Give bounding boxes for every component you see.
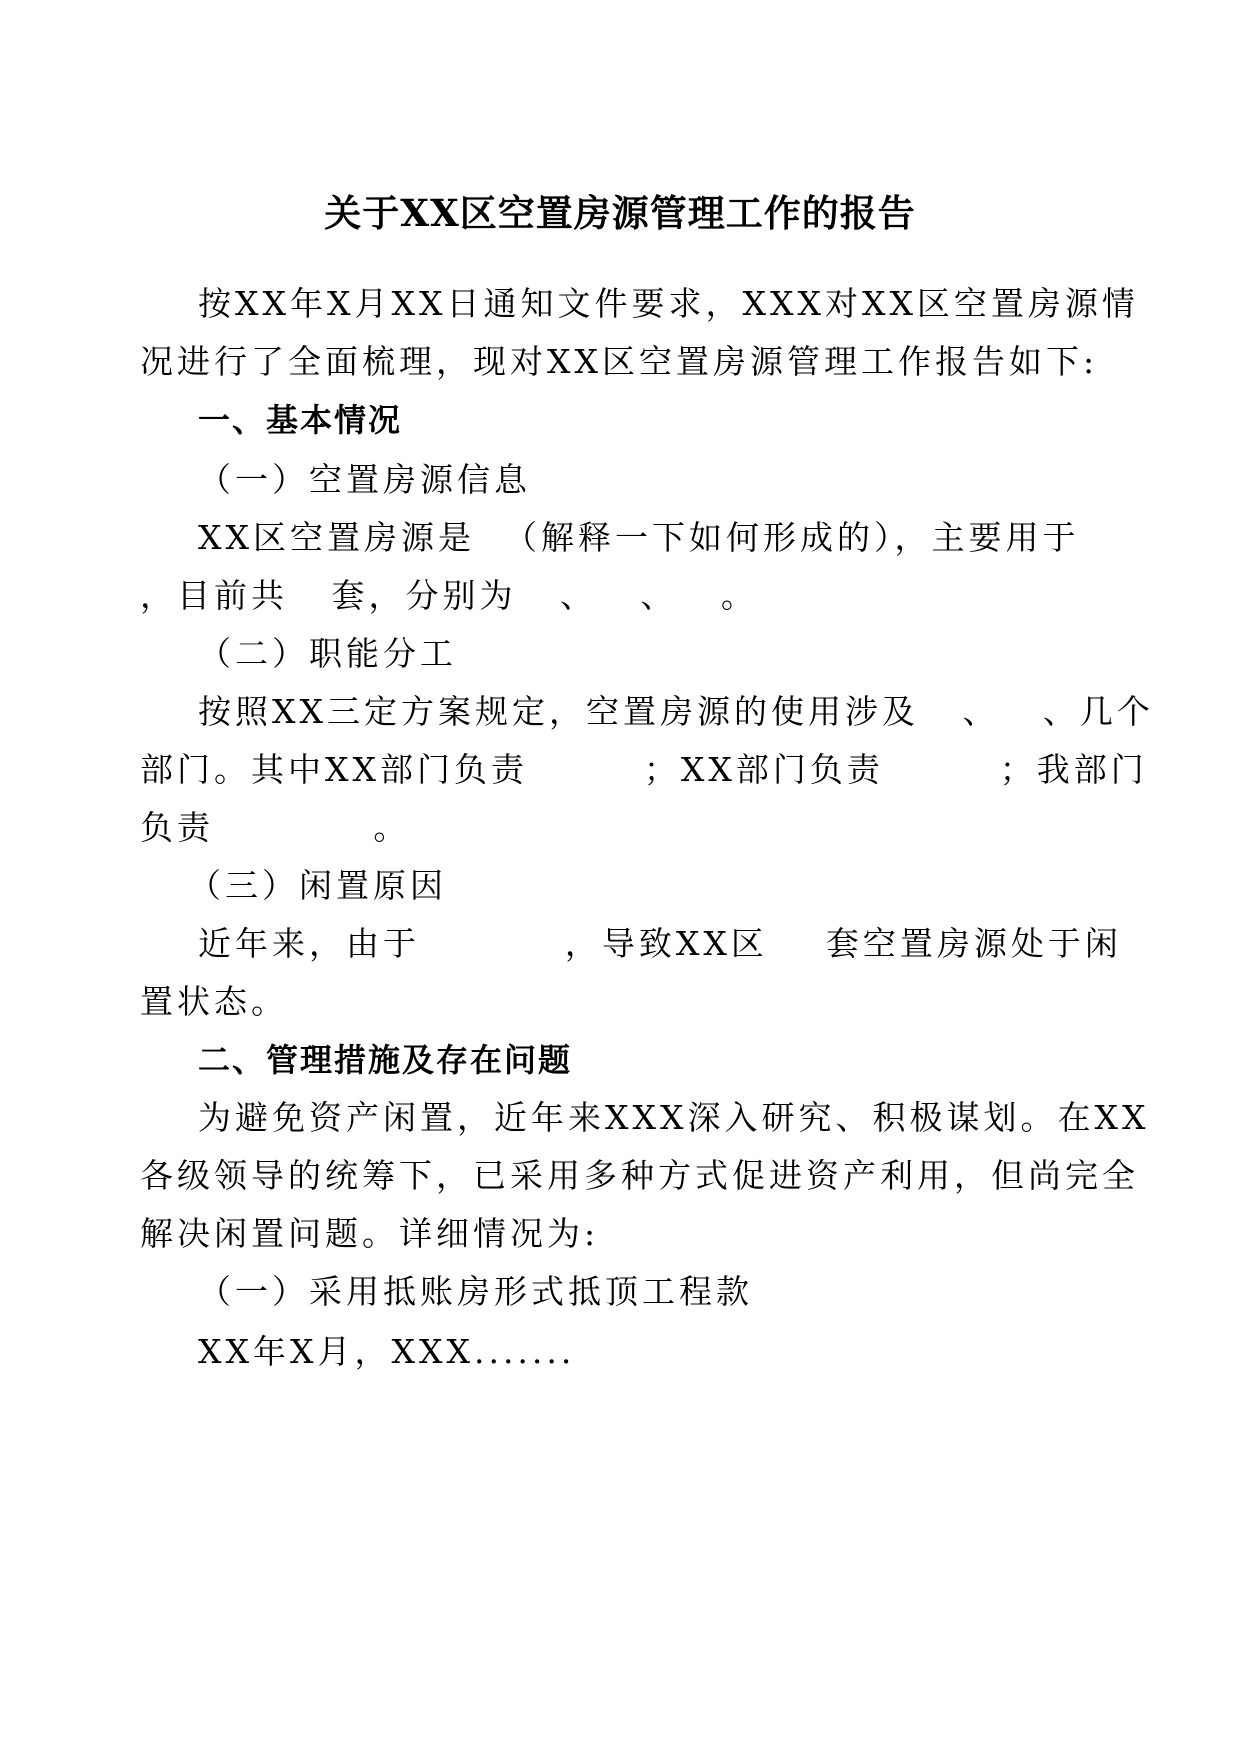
- section-2-heading: 二、管理措施及存在问题: [198, 1041, 573, 1079]
- section-1-sub-2-heading: （二）职能分工: [198, 634, 457, 673]
- section-2-sub-1-heading: （一）采用抵账房形式抵顶工程款: [198, 1272, 753, 1311]
- section-1-sub-1-line-2: ，目前共 套，分别为 、 、 。: [140, 576, 758, 615]
- section-1-sub-1-line-1: XX区空置房源是 （解释一下如何形成的），主要用于: [198, 518, 1080, 557]
- section-1-sub-2-line-1: 按照XX三定方案规定，空置房源的使用涉及 、 、几个: [198, 692, 1154, 731]
- section-1-heading: 一、基本情况: [198, 401, 403, 439]
- section-2-line-3: 解决闲置问题。详细情况为:: [140, 1214, 600, 1253]
- intro-line-2: 况进行了全面梳理，现对XX区空置房源管理工作报告如下:: [140, 342, 1099, 381]
- intro-line-1: 按XX年X月XX日通知文件要求，XXX对XX区空置房源情: [198, 284, 1139, 323]
- section-2-sub-1-line-1: XX年X月，XXX.......: [198, 1332, 576, 1371]
- section-1-sub-2-line-2: 部门。其中XX部门负责 ；XX部门负责 ；我部门: [140, 750, 1148, 789]
- document-title: 关于XX区空置房源管理工作的报告: [324, 191, 916, 235]
- section-1-sub-3-heading: （三）闲置原因: [188, 866, 447, 905]
- section-1-sub-3-line-1: 近年来，由于 ，导致XX区 套空置房源处于闲: [198, 924, 1122, 963]
- section-1-sub-3-line-2: 置状态。: [140, 982, 288, 1021]
- section-2-line-1: 为避免资产闲置，近年来XXX深入研究、积极谋划。在XX: [198, 1098, 1150, 1137]
- section-1-sub-2-line-3: 负责 。: [140, 808, 411, 847]
- section-2-line-2: 各级领导的统筹下，已采用多种方式促进资产利用，但尚完全: [140, 1156, 1139, 1195]
- section-1-sub-1-heading: （一）空置房源信息: [198, 460, 531, 499]
